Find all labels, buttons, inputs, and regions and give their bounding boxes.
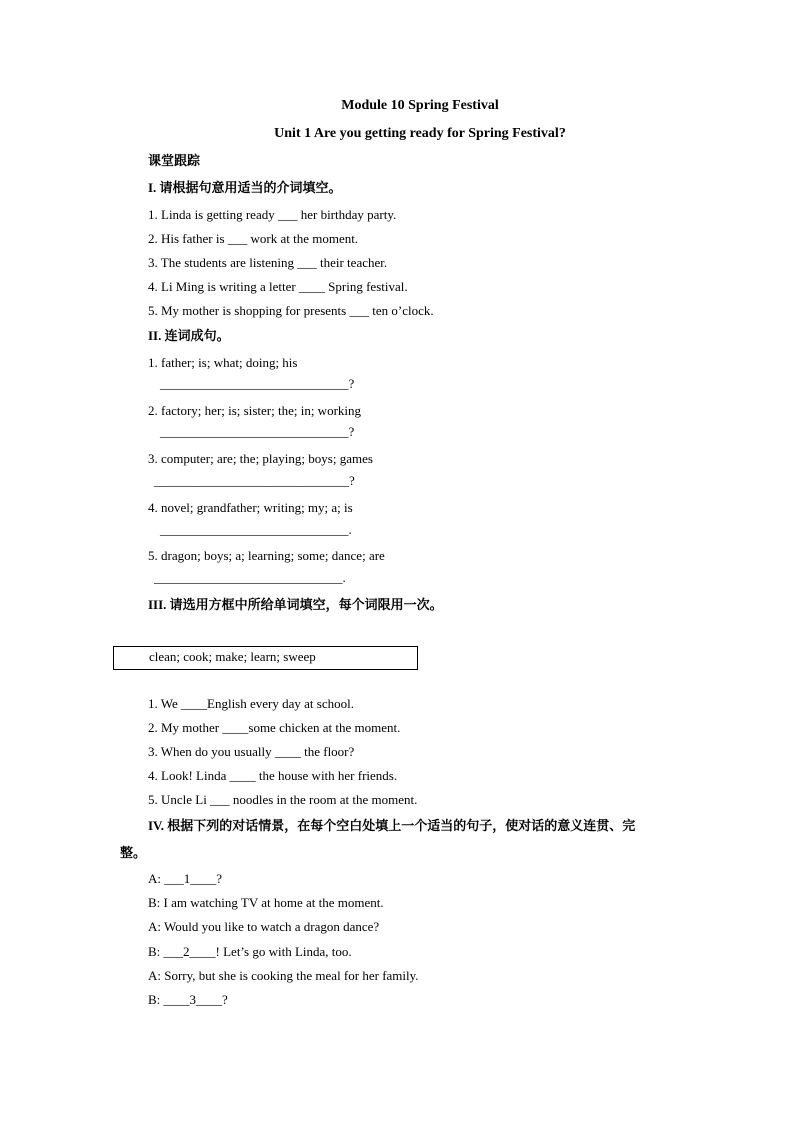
part2-answer-line: _____________________________? [160, 376, 355, 391]
part3-heading: III. 请选用方框中所给单词填空，每个词限用一次。 [148, 597, 443, 612]
dialogue-line: B: I am watching TV at home at the moment. [148, 895, 384, 910]
part1-item: 3. The students are listening ___ their teacher. [148, 255, 388, 270]
part1-heading: I. 请根据句意用适当的介词填空。 [148, 180, 342, 195]
section-label: 课堂跟踪 [148, 153, 201, 168]
part1-item: 4. Li Ming is writing a letter ____ Spring festival. [148, 279, 408, 294]
part1-item: 5. My mother is shopping for presents ___ ten o’clock. [148, 303, 434, 318]
part2-words: 1. father; is; what; doing; his [148, 355, 298, 370]
part2-answer-line: ______________________________? [154, 473, 355, 488]
part3-item: 2. My mother ____some chicken at the moment. [148, 720, 401, 735]
part2-answer-line: _____________________________. [154, 570, 346, 585]
dialogue-line: A: Would you like to watch a dragon dance? [148, 919, 380, 934]
part2-words: 3. computer; are; the; playing; boys; games [148, 451, 373, 466]
part3-item: 5. Uncle Li ___ noodles in the room at the moment. [148, 792, 418, 807]
part4-heading-cont: 整。 [120, 845, 147, 860]
part3-item: 4. Look! Linda ____ the house with her friends. [148, 768, 398, 783]
part2-answer-line: _____________________________? [160, 424, 355, 439]
module-title: Module 10 Spring Festival [341, 98, 499, 113]
dialogue-line: B: ____3____? [148, 992, 228, 1007]
dialogue-line: A: Sorry, but she is cooking the meal for her family. [148, 968, 419, 983]
dialogue-line: B: ___2____! Let’s go with Linda, too. [148, 944, 352, 959]
word-box-words: clean; cook; make; learn; sweep [149, 649, 316, 664]
part1-item: 1. Linda is getting ready ___ her birthday party. [148, 207, 397, 222]
part3-item: 1. We ____English every day at school. [148, 696, 354, 711]
part2-answer-line: _____________________________. [160, 522, 352, 537]
dialogue-line: A: ___1____? [148, 871, 223, 886]
part2-words: 5. dragon; boys; a; learning; some; dance; are [148, 548, 385, 563]
part3-item: 3. When do you usually ____ the floor? [148, 744, 355, 759]
part2-heading: II. 连词成句。 [148, 328, 230, 343]
part2-words: 2. factory; her; is; sister; the; in; working [148, 403, 362, 418]
part1-item: 2. His father is ___ work at the moment. [148, 231, 359, 246]
unit-title: Unit 1 Are you getting ready for Spring Festival? [274, 126, 566, 141]
part4-heading: IV. 根据下列的对话情景，在每个空白处填上一个适当的句子，使对话的意义连贯、完 [148, 818, 636, 833]
word-box [113, 646, 418, 670]
part2-words: 4. novel; grandfather; writing; my; a; is [148, 500, 353, 515]
